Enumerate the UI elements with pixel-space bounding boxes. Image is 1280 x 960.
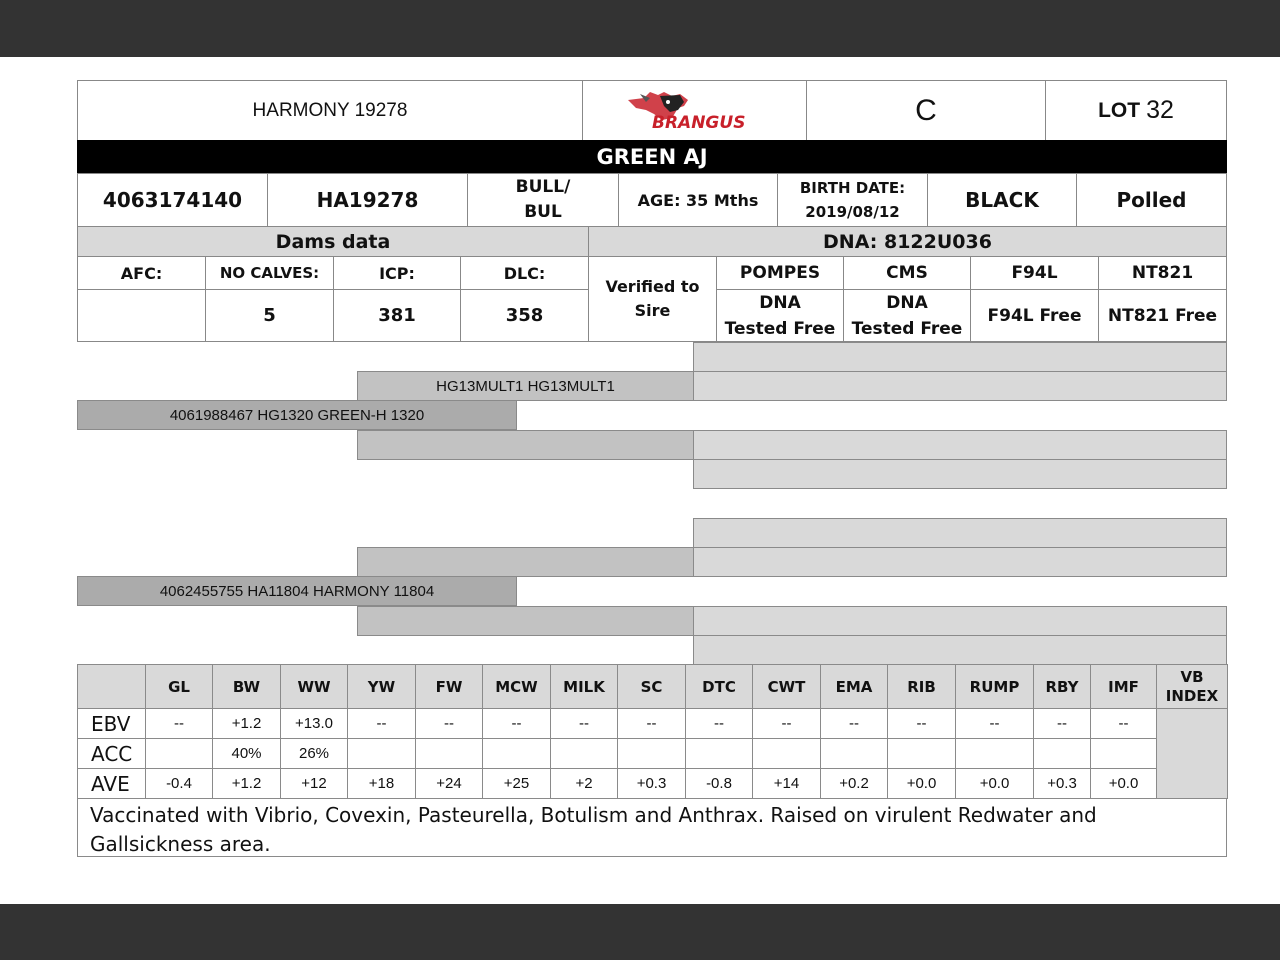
ebv-header-blank <box>78 665 146 709</box>
dna-title: DNA: 8122U036 <box>588 226 1227 257</box>
ave-cell: +12 <box>281 769 348 799</box>
trait-header: MILK <box>551 665 618 709</box>
sire-name-cell: HARMONY 19278 <box>77 80 583 141</box>
acc-cell <box>888 739 956 769</box>
bottom-frame-bar <box>0 904 1280 960</box>
verified-line1: Verified to <box>605 277 700 296</box>
acc-cell <box>483 739 551 769</box>
animal-name-band: GREEN AJ <box>77 140 1227 174</box>
pedigree-dam: 4062455755 HA11804 HARMONY 11804 <box>77 576 517 606</box>
trait-header: RUMP <box>956 665 1034 709</box>
dams-header-afc: AFC: <box>77 256 206 290</box>
ebv-cell: +1.2 <box>213 709 281 739</box>
ebv-cell: -- <box>416 709 483 739</box>
acc-cell <box>551 739 618 769</box>
dams-value-calves: 5 <box>205 289 334 342</box>
ebv-cell: -- <box>146 709 213 739</box>
verified-line2: Sire <box>634 301 671 320</box>
brangus-logo <box>582 80 807 141</box>
ebv-cell: -- <box>1091 709 1157 739</box>
acc-cell <box>753 739 821 769</box>
trait-header: BW <box>213 665 281 709</box>
ave-cell: +0.3 <box>1034 769 1091 799</box>
tag-cell: HA19278 <box>267 173 468 227</box>
sex-cell <box>467 173 619 227</box>
cms-result-line2: Tested Free <box>851 318 963 339</box>
dams-header-icp: ICP: <box>333 256 461 290</box>
birth-date-value: 2019/08/12 <box>805 203 900 221</box>
row-label-ave: AVE <box>78 769 146 799</box>
ave-cell: +25 <box>483 769 551 799</box>
horn-status-cell: Polled <box>1076 173 1227 227</box>
acc-cell <box>821 739 888 769</box>
trait-header: CWT <box>753 665 821 709</box>
pedigree-sire-dam <box>357 430 694 460</box>
ave-cell: -0.8 <box>686 769 753 799</box>
dams-value-afc <box>77 289 206 342</box>
notes-text: Vaccinated with Vibrio, Covexin, Pasteurella, Botulism and Anthrax. Raised on virulent Redwater and Gallsickness area. <box>77 798 1227 857</box>
ave-cell: -0.4 <box>146 769 213 799</box>
dna-test-f94l-result: F94L Free <box>970 289 1099 342</box>
lot-cell <box>1045 80 1227 141</box>
pedigree-ssd <box>693 371 1227 401</box>
ebv-cell: -- <box>821 709 888 739</box>
acc-cell <box>1034 739 1091 769</box>
trait-header: RBY <box>1034 665 1091 709</box>
trait-header: WW <box>281 665 348 709</box>
ebv-cell: -- <box>753 709 821 739</box>
vb-index-value <box>1157 709 1228 799</box>
dna-test-nt821-result: NT821 Free <box>1098 289 1227 342</box>
ave-cell: +1.2 <box>213 769 281 799</box>
ave-cell: +0.2 <box>821 769 888 799</box>
pompes-result-line1: DNA <box>759 292 801 313</box>
dna-test-nt821-header: NT821 <box>1098 256 1227 290</box>
acc-cell: 26% <box>281 739 348 769</box>
ave-cell: +2 <box>551 769 618 799</box>
grade-cell: C <box>806 80 1046 141</box>
acc-cell <box>348 739 416 769</box>
ebv-cell: -- <box>888 709 956 739</box>
ave-cell: +18 <box>348 769 416 799</box>
svg-text:BRANGUS: BRANGUS <box>651 112 745 133</box>
ave-cell: +0.3 <box>618 769 686 799</box>
pedigree-ddd <box>693 635 1227 665</box>
age-cell: AGE: 35 Mths <box>618 173 778 227</box>
dna-test-f94l-header: F94L <box>970 256 1099 290</box>
ebv-cell: -- <box>618 709 686 739</box>
trait-header: RIB <box>888 665 956 709</box>
top-frame-bar <box>0 0 1280 57</box>
ave-cell: +0.0 <box>956 769 1034 799</box>
birth-date-label: BIRTH DATE: <box>799 179 906 197</box>
pompes-result-line2: Tested Free <box>724 318 836 339</box>
acc-cell <box>146 739 213 769</box>
ave-row <box>78 769 1228 799</box>
acc-cell <box>686 739 753 769</box>
row-label-ebv: EBV <box>78 709 146 739</box>
acc-cell <box>618 739 686 769</box>
lot-label: LOT <box>1098 98 1141 122</box>
dna-test-cms-result <box>843 289 971 342</box>
ebv-row <box>78 709 1228 739</box>
dams-header-dlc: DLC: <box>460 256 589 290</box>
cms-result-line1: DNA <box>886 292 928 313</box>
colour-cell: BLACK <box>927 173 1077 227</box>
trait-header: MCW <box>483 665 551 709</box>
ebv-table <box>77 664 1228 799</box>
bull-head-logo-icon <box>620 86 770 136</box>
acc-cell <box>956 739 1034 769</box>
birth-date-cell <box>777 173 928 227</box>
ebv-cell: -- <box>348 709 416 739</box>
trait-header: YW <box>348 665 416 709</box>
pedigree-dam-dam <box>357 606 694 636</box>
vb-index-header <box>1157 665 1228 709</box>
ebv-header-row <box>78 665 1228 709</box>
acc-cell: 40% <box>213 739 281 769</box>
trait-header: FW <box>416 665 483 709</box>
ebv-cell: -- <box>956 709 1034 739</box>
row-label-acc: ACC <box>78 739 146 769</box>
pedigree-dam-sire <box>357 547 694 577</box>
pedigree-sds <box>693 430 1227 460</box>
acc-cell <box>416 739 483 769</box>
ebv-cell: -- <box>483 709 551 739</box>
trait-header: IMF <box>1091 665 1157 709</box>
ebv-cell: -- <box>551 709 618 739</box>
ave-cell: +0.0 <box>1091 769 1157 799</box>
dams-value-icp: 381 <box>333 289 461 342</box>
ebv-cell: -- <box>686 709 753 739</box>
vb-index-line1: VB <box>1180 667 1204 686</box>
ebv-cell: +13.0 <box>281 709 348 739</box>
vb-index-line2: INDEX <box>1165 686 1219 705</box>
dams-header-calves: NO CALVES: <box>205 256 334 290</box>
ebv-cell: -- <box>1034 709 1091 739</box>
ave-cell: +0.0 <box>888 769 956 799</box>
pedigree-sire-sire: HG13MULT1 HG13MULT1 <box>357 371 694 401</box>
lot-number: 32 <box>1146 96 1174 124</box>
trait-header: EMA <box>821 665 888 709</box>
pedigree-dss <box>693 518 1227 548</box>
dna-verified-cell <box>588 256 717 342</box>
ave-cell: +14 <box>753 769 821 799</box>
dams-value-dlc: 358 <box>460 289 589 342</box>
dams-data-title: Dams data <box>77 226 589 257</box>
dna-test-pompes-result <box>716 289 844 342</box>
pedigree-sire: 4061988467 HG1320 GREEN-H 1320 <box>77 400 517 430</box>
pedigree-sdd <box>693 459 1227 489</box>
ave-cell: +24 <box>416 769 483 799</box>
dna-test-cms-header: CMS <box>843 256 971 290</box>
sex-line1: BULL/ <box>515 177 571 197</box>
pedigree-dds <box>693 606 1227 636</box>
acc-cell <box>1091 739 1157 769</box>
pedigree-dsd <box>693 547 1227 577</box>
dna-test-pompes-header: POMPES <box>716 256 844 290</box>
id-number-cell: 4063174140 <box>77 173 268 227</box>
acc-row <box>78 739 1228 769</box>
trait-header: GL <box>146 665 213 709</box>
sex-line2: BUL <box>524 202 562 222</box>
trait-header: SC <box>618 665 686 709</box>
trait-header: DTC <box>686 665 753 709</box>
pedigree-sss <box>693 342 1227 372</box>
